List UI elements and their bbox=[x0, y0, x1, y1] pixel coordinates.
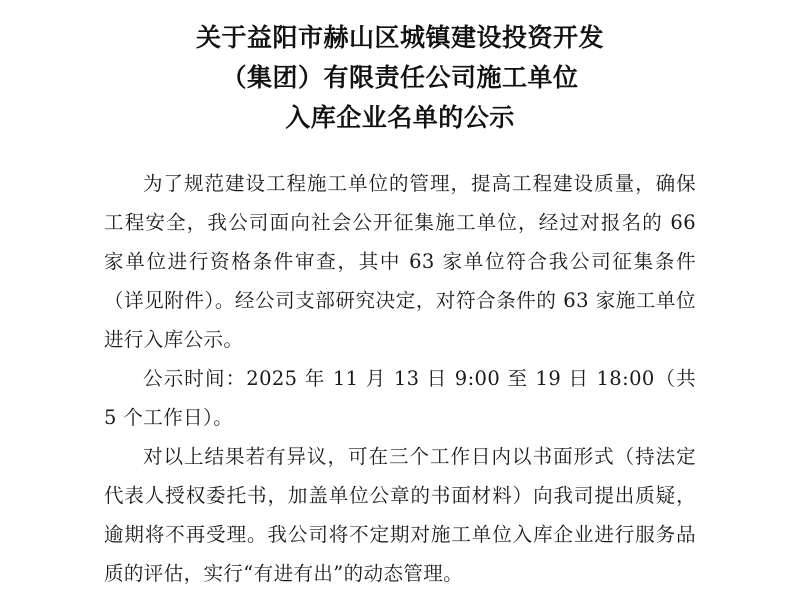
page-title bbox=[104, 18, 696, 138]
page-title-line-2: （集团）有限责任公司施工单位 bbox=[221, 63, 579, 92]
paragraph-3: 对以上结果若有异议，可在三个工作日内以书面形式（持法定代表人授权委托书，加盖单位公章的书面材料）向我司提出质疑，逾期将不再受理。我公司将不定期对施工单位入库企业进行服务品质的评估，实行“有进有出”的动态管理。 bbox=[104, 445, 696, 585]
paragraph-1: 为了规范建设工程施工单位的管理，提高工程建设质量，确保工程安全，我公司面向社会公开征集施工单位，经过对报名的 66 家单位进行资格条件审查，其中 63 家单位符合我公司征集条件（详见附件）。经公司支部研究决定，对符合条件的 63 家施工单位进行入库公示。 bbox=[104, 172, 696, 351]
document-body bbox=[104, 164, 696, 593]
paragraph-2: 公示时间：2025 年 11 月 13 日 9:00 至 19 日 18:00（共 5 个工作日）。 bbox=[104, 367, 696, 429]
page-title-line-1: 关于益阳市赫山区城镇建设投资开发 bbox=[195, 23, 604, 52]
page-title-line-3: 入库企业名单的公示 bbox=[285, 103, 515, 132]
